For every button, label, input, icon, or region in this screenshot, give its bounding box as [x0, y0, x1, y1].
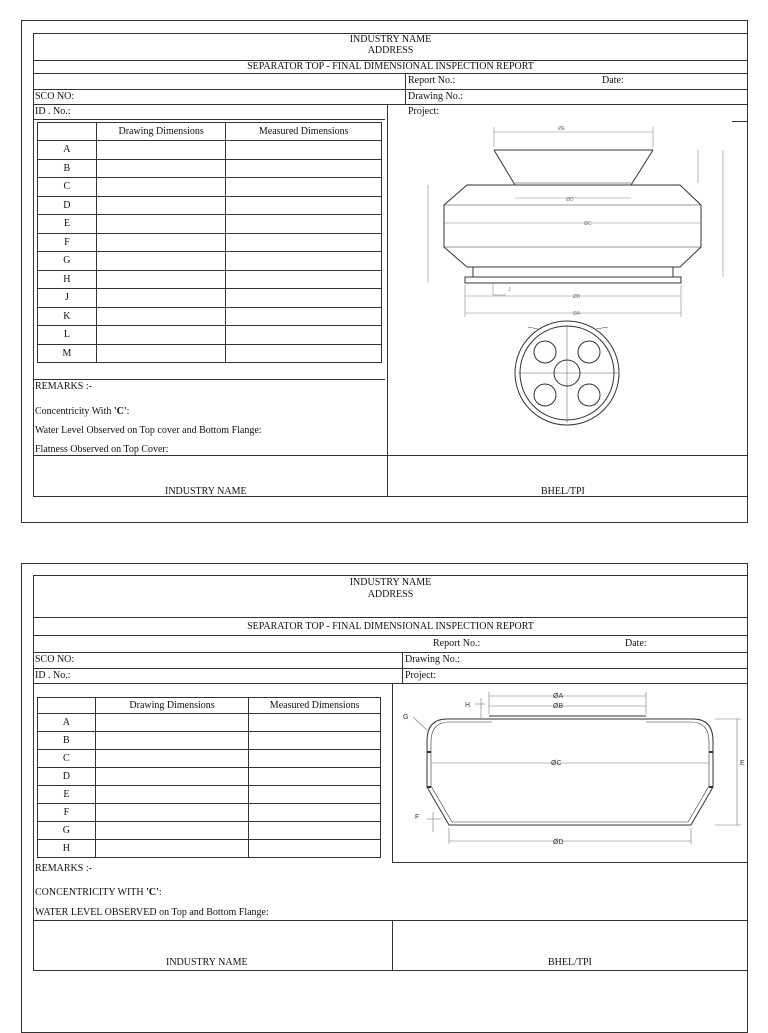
- measured-dimension-cell[interactable]: [226, 270, 382, 289]
- table-row: [38, 750, 381, 768]
- dim-label-phi-b: ØB: [573, 294, 581, 300]
- line: [33, 617, 748, 618]
- line: [33, 496, 748, 497]
- concentricity-c: 'C': [146, 887, 159, 898]
- row-label: C: [38, 750, 96, 768]
- footer-industry-name: INDUSTRY NAME: [166, 957, 248, 968]
- row-label: M: [38, 344, 97, 363]
- water-level-line: Water Level Observed on Top cover and Bottom Flange:: [35, 425, 262, 436]
- measured-dimension-cell[interactable]: [249, 840, 381, 858]
- drawing-dimension-cell[interactable]: [95, 732, 249, 750]
- row-label: L: [38, 326, 97, 345]
- dimensions-table-2: [37, 697, 381, 858]
- measured-dimension-cell[interactable]: [226, 196, 382, 215]
- project-label: Project:: [405, 670, 437, 681]
- table-row: [38, 159, 382, 178]
- drawing-dimension-cell[interactable]: [95, 750, 249, 768]
- concentricity-colon: :: [158, 887, 162, 898]
- measured-dimension-cell[interactable]: [249, 750, 381, 768]
- remarks-label: REMARKS :-: [35, 381, 92, 392]
- report-no-label: Report No.:: [408, 75, 456, 86]
- drawing-dimension-cell[interactable]: [95, 822, 249, 840]
- concentricity-line: [35, 887, 162, 899]
- dim-label-f: F: [415, 814, 420, 821]
- row-label: E: [38, 786, 96, 804]
- concentricity-label: Concentricity With: [35, 406, 114, 417]
- row-label: K: [38, 307, 97, 326]
- table-row: [38, 326, 382, 345]
- drawing-dimension-cell[interactable]: [95, 840, 249, 858]
- line: [33, 635, 748, 636]
- drawing-dimension-cell[interactable]: [96, 252, 226, 271]
- table-row: [38, 196, 382, 215]
- concentricity-label: CONCENTRICITY WITH: [35, 887, 147, 898]
- dim-label-j: J: [508, 287, 511, 293]
- line: [402, 652, 403, 683]
- measured-dimension-cell[interactable]: [249, 822, 381, 840]
- row-label: B: [38, 159, 97, 178]
- line: [33, 119, 385, 120]
- dim-label-h: H: [465, 702, 471, 709]
- table-row: [38, 307, 382, 326]
- table-row: [38, 786, 381, 804]
- drawing-dimension-cell[interactable]: [96, 233, 226, 252]
- report-title: SEPARATOR TOP - FINAL DIMENSIONAL INSPECTION REPORT: [247, 61, 534, 72]
- footer-bhel-tpi: BHEL/TPI: [548, 957, 592, 968]
- table-row: [38, 289, 382, 308]
- measured-dimension-cell[interactable]: [249, 732, 381, 750]
- line: [33, 652, 748, 653]
- left-border: [33, 33, 34, 496]
- table-row: [38, 804, 381, 822]
- drawing-dimension-cell[interactable]: [96, 159, 226, 178]
- measured-dimension-cell[interactable]: [249, 804, 381, 822]
- drawing-dimension-cell[interactable]: [95, 786, 249, 804]
- dim-label-phi-c: ØC: [584, 221, 592, 227]
- dimensions-table-1: [37, 122, 382, 363]
- column-header-drawing: Drawing Dimensions: [95, 698, 249, 714]
- concentricity-line: [35, 406, 129, 418]
- sco-no-label: SCO NO:: [35, 91, 75, 102]
- dim-label-phi-e: ØE: [558, 126, 566, 132]
- line: [392, 862, 748, 863]
- table-row: [38, 141, 382, 160]
- report-title: SEPARATOR TOP - FINAL DIMENSIONAL INSPECTION REPORT: [247, 621, 534, 632]
- measured-dimension-cell[interactable]: [226, 141, 382, 160]
- column-header-drawing: Drawing Dimensions: [96, 123, 226, 141]
- drawing-dimension-cell[interactable]: [96, 326, 226, 345]
- measured-dimension-cell[interactable]: [226, 307, 382, 326]
- address: ADDRESS: [367, 45, 414, 56]
- measured-dimension-cell[interactable]: [226, 344, 382, 363]
- concentricity-colon: :: [126, 406, 130, 417]
- drawing-no-label: Drawing No.:: [408, 91, 463, 102]
- row-label: F: [38, 804, 96, 822]
- industry-name: INDUSTRY NAME: [349, 34, 432, 45]
- corner-cell: [38, 698, 96, 714]
- row-label: D: [38, 768, 96, 786]
- dim-label-g: G: [403, 714, 409, 721]
- table-row: [38, 270, 382, 289]
- table-row: [38, 840, 381, 858]
- address: ADDRESS: [367, 589, 414, 600]
- measured-dimension-cell[interactable]: [249, 768, 381, 786]
- drawing-dimension-cell[interactable]: [96, 344, 226, 363]
- industry-name: INDUSTRY NAME: [349, 577, 432, 588]
- measured-dimension-cell[interactable]: [249, 786, 381, 804]
- row-label: J: [38, 289, 97, 308]
- row-label: H: [38, 270, 97, 289]
- line: [33, 73, 748, 74]
- table-row: [38, 732, 381, 750]
- line: [405, 73, 406, 104]
- measured-dimension-cell[interactable]: [226, 326, 382, 345]
- separator-drawing-2: [393, 684, 748, 861]
- row-label: H: [38, 840, 96, 858]
- table-header-row: [38, 123, 382, 141]
- table-row: [38, 822, 381, 840]
- drawing-dimension-cell[interactable]: [96, 215, 226, 234]
- line: [33, 970, 748, 971]
- drawing-dimension-cell[interactable]: [95, 714, 249, 732]
- table-row: [38, 233, 382, 252]
- date-label: Date:: [625, 638, 647, 649]
- report-no-label: Report No.:: [433, 638, 481, 649]
- line: [33, 379, 385, 380]
- dim-label-phi-c: ØC: [551, 760, 562, 767]
- table-row: [38, 178, 382, 197]
- footer-industry-name: INDUSTRY NAME: [165, 486, 247, 497]
- drawing-no-label: Drawing No.:: [405, 654, 460, 665]
- measured-dimension-cell[interactable]: [226, 252, 382, 271]
- line: [33, 89, 748, 90]
- row-label: E: [38, 215, 97, 234]
- dim-label-phi-d: ØD: [566, 197, 574, 203]
- sco-no-label: SCO NO:: [35, 654, 75, 665]
- row-label: D: [38, 196, 97, 215]
- drawing-dimension-cell[interactable]: [96, 196, 226, 215]
- water-level-line: WATER LEVEL OBSERVED on Top and Bottom Flange:: [35, 907, 269, 918]
- dim-label-phi-b: ØB: [553, 703, 564, 710]
- row-label: A: [38, 714, 96, 732]
- measured-dimension-cell[interactable]: [226, 159, 382, 178]
- drawing-dimension-cell[interactable]: [96, 270, 226, 289]
- remarks-label: REMARKS :-: [35, 863, 92, 874]
- table-row: [38, 344, 382, 363]
- row-label: C: [38, 178, 97, 197]
- id-no-label: ID . No.:: [35, 670, 71, 681]
- dim-label-phi-a: ØA: [553, 693, 564, 700]
- measured-dimension-cell[interactable]: [226, 215, 382, 234]
- separator-drawing-1: [388, 105, 748, 453]
- row-label: A: [38, 141, 97, 160]
- row-label: B: [38, 732, 96, 750]
- line: [33, 920, 748, 921]
- concentricity-c: 'C': [113, 406, 127, 417]
- table-row: [38, 768, 381, 786]
- row-label: G: [38, 252, 97, 271]
- line: [33, 575, 748, 576]
- id-no-label: ID . No.:: [35, 106, 71, 117]
- row-label: F: [38, 233, 97, 252]
- drawing-dimension-cell[interactable]: [96, 178, 226, 197]
- drawing-dimension-cell[interactable]: [95, 804, 249, 822]
- row-label: G: [38, 822, 96, 840]
- footer-bhel-tpi: BHEL/TPI: [541, 486, 585, 497]
- dim-label-phi-a: ØA: [573, 311, 581, 317]
- measured-dimension-cell[interactable]: [226, 289, 382, 308]
- drawing-dimension-cell[interactable]: [95, 768, 249, 786]
- column-header-measured: Measured Dimensions: [249, 698, 381, 714]
- measured-dimension-cell[interactable]: [226, 178, 382, 197]
- dim-label-phi-d: ØD: [553, 839, 564, 846]
- measured-dimension-cell[interactable]: [226, 233, 382, 252]
- project-label: Project:: [408, 106, 440, 117]
- drawing-dimension-cell[interactable]: [96, 141, 226, 160]
- date-label: Date:: [602, 75, 624, 86]
- table-row: [38, 714, 381, 732]
- drawing-dimension-cell[interactable]: [96, 289, 226, 308]
- flatness-line: Flatness Observed on Top Cover:: [35, 444, 169, 455]
- line: [33, 668, 748, 669]
- line: [392, 920, 393, 970]
- corner-cell: [38, 123, 97, 141]
- table-row: [38, 215, 382, 234]
- table-header-row: [38, 698, 381, 714]
- drawing-dimension-cell[interactable]: [96, 307, 226, 326]
- dim-label-e: E: [740, 760, 745, 767]
- measured-dimension-cell[interactable]: [249, 714, 381, 732]
- table-row: [38, 252, 382, 271]
- column-header-measured: Measured Dimensions: [226, 123, 382, 141]
